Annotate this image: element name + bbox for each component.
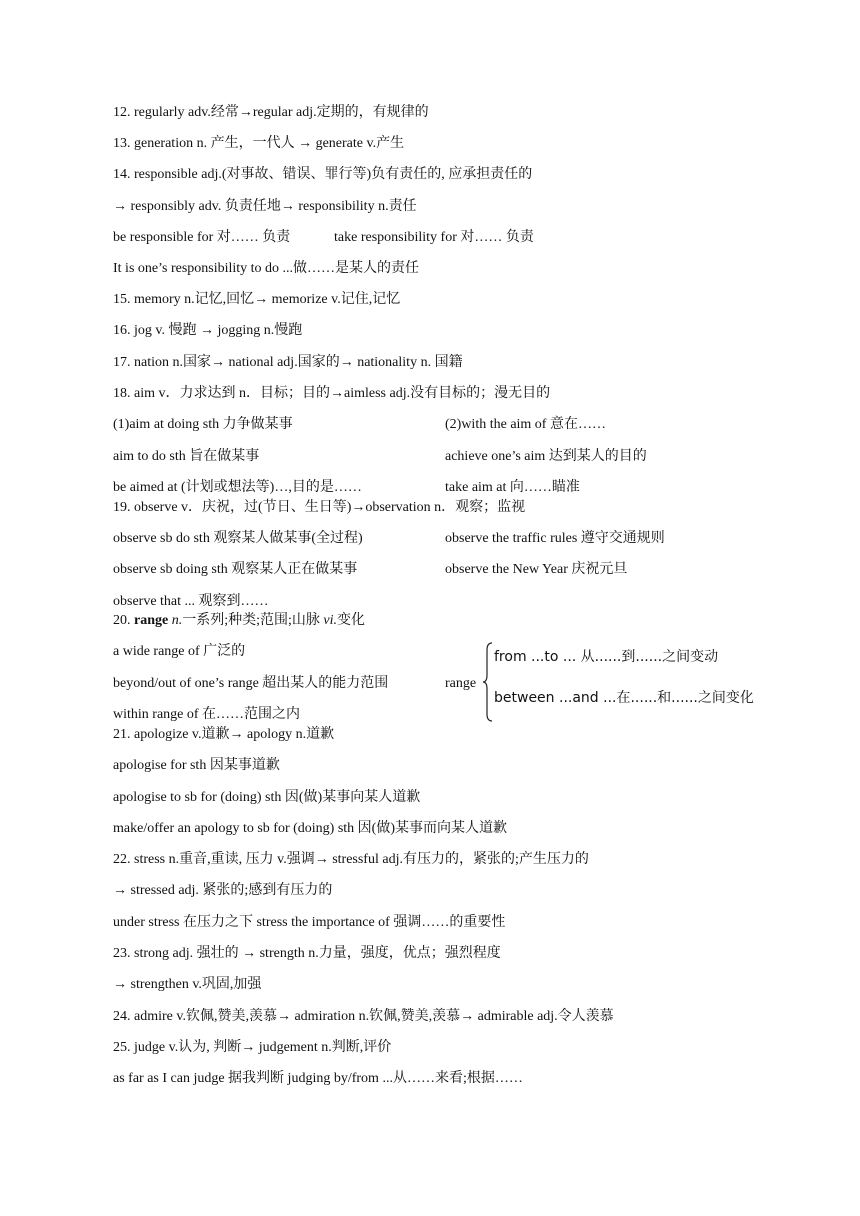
- entry-21-phrase-1: apologise for sth 因某事道歉: [113, 758, 280, 773]
- entry-14-phrase-2: take responsibility for 对…… 负责: [334, 230, 534, 245]
- entry-22: 22. stress n.重音,重读, 压力 v.强调→ stressful adj.有压力的，紧张的;产生压力的: [113, 852, 589, 867]
- entry-19-phrase-3: observe sb doing sth 观察某人正在做某事: [113, 562, 358, 577]
- curly-brace: [483, 642, 493, 722]
- entry-14-phrase-3: It is one’s responsibility to do ...做……是某人的责任: [113, 261, 420, 276]
- entry-18-phrase-1: (1)aim at doing sth 力争做某事: [113, 417, 293, 432]
- entry-12: 12. regularly adv.经常→regular adj.定期的，有规律的: [113, 105, 429, 120]
- entry-19-phrase-5: observe that ... 观察到……: [113, 594, 269, 609]
- entry-25: 25. judge v.认为, 判断→ judgement n.判断,评价: [113, 1040, 392, 1055]
- entry-19: 19. observe v．庆祝，过(节日、生日等)→observation n．观察；监视: [113, 500, 526, 515]
- entry-18-phrase-3: aim to do sth 旨在做某事: [113, 449, 260, 464]
- entry-20-meaning-2: 变化: [337, 613, 365, 628]
- entry-19-phrase-4: observe the New Year 庆祝元旦: [445, 562, 628, 577]
- entry-20-number: 20.: [113, 613, 134, 628]
- range-between-and: between ...and ...在......和......之间变化: [494, 690, 754, 706]
- entry-18-phrase-2: (2)with the aim of 意在……: [445, 417, 606, 432]
- range-brace-label: range: [445, 676, 477, 691]
- entry-19-phrase-1: observe sb do sth 观察某人做某事(全过程): [113, 531, 363, 546]
- entry-20-phrase-2: beyond/out of one’s range 超出某人的能力范围: [113, 676, 389, 691]
- entry-21: 21. apologize v.道歉→ apology n.道歉: [113, 727, 335, 742]
- entry-22-derivative: → stressed adj. 紧张的;感到有压力的: [113, 883, 333, 898]
- entry-20-meaning: 一系列;种类;范围;山脉: [182, 613, 324, 628]
- entry-22-phrases: under stress 在压力之下 stress the importance of 强调……的重要性: [113, 915, 506, 930]
- entry-18-phrase-6: take aim at 向……瞄准: [445, 480, 580, 495]
- entry-18-phrase-4: achieve one’s aim 达到某人的目的: [445, 449, 647, 464]
- entry-14-derivatives: → responsibly adv. 负责任地→ responsibility n.责任: [113, 199, 417, 214]
- entry-23: 23. strong adj. 强壮的 → strength n.力量，强度，优点；强烈程度: [113, 946, 501, 961]
- entry-20-phrase-3: within range of 在……范围之内: [113, 707, 301, 722]
- entry-20-pos-vi: vi.: [323, 613, 337, 628]
- entry-20: [113, 612, 365, 630]
- entry-18: 18. aim v．力求达到 n．目标；目的→aimless adj.没有目标的；漫无目的: [113, 386, 551, 401]
- entry-20-phrase-1: a wide range of 广泛的: [113, 644, 246, 659]
- entry-20-headword: range: [134, 613, 169, 628]
- entry-14: 14. responsible adj.(对事故、错误、罪行等)负有责任的, 应承担责任的: [113, 167, 533, 182]
- range-from-to: from ...to ... 从......到......之间变动: [494, 649, 719, 665]
- entry-21-phrase-3: make/offer an apology to sb for (doing) sth 因(做)某事而向某人道歉: [113, 821, 508, 836]
- entry-21-phrase-2: apologise to sb for (doing) sth 因(做)某事向某人道歉: [113, 790, 421, 805]
- entry-19-phrase-2: observe the traffic rules 遵守交通规则: [445, 531, 665, 546]
- entry-24: 24. admire v.钦佩,赞美,羡慕→ admiration n.钦佩,赞美,羡慕→ admirable adj.令人羡慕: [113, 1009, 614, 1024]
- entry-14-phrase-1: be responsible for 对…… 负责: [113, 230, 291, 245]
- entry-16: 16. jog v. 慢跑 → jogging n.慢跑: [113, 323, 303, 338]
- entry-13: 13. generation n. 产生，一代人 → generate v.产生: [113, 136, 405, 151]
- entry-15: 15. memory n.记忆,回忆→ memorize v.记住,记忆: [113, 292, 401, 307]
- entry-23-derivative: → strengthen v.巩固,加强: [113, 977, 262, 992]
- entry-17: 17. nation n.国家→ national adj.国家的→ nationality n. 国籍: [113, 355, 463, 370]
- entry-20-pos: n.: [168, 613, 183, 628]
- entry-18-phrase-5: be aimed at (计划或想法等)…,目的是……: [113, 480, 362, 495]
- entry-25-phrases: as far as I can judge 据我判断 judging by/from ...从……来看;根据……: [113, 1071, 523, 1086]
